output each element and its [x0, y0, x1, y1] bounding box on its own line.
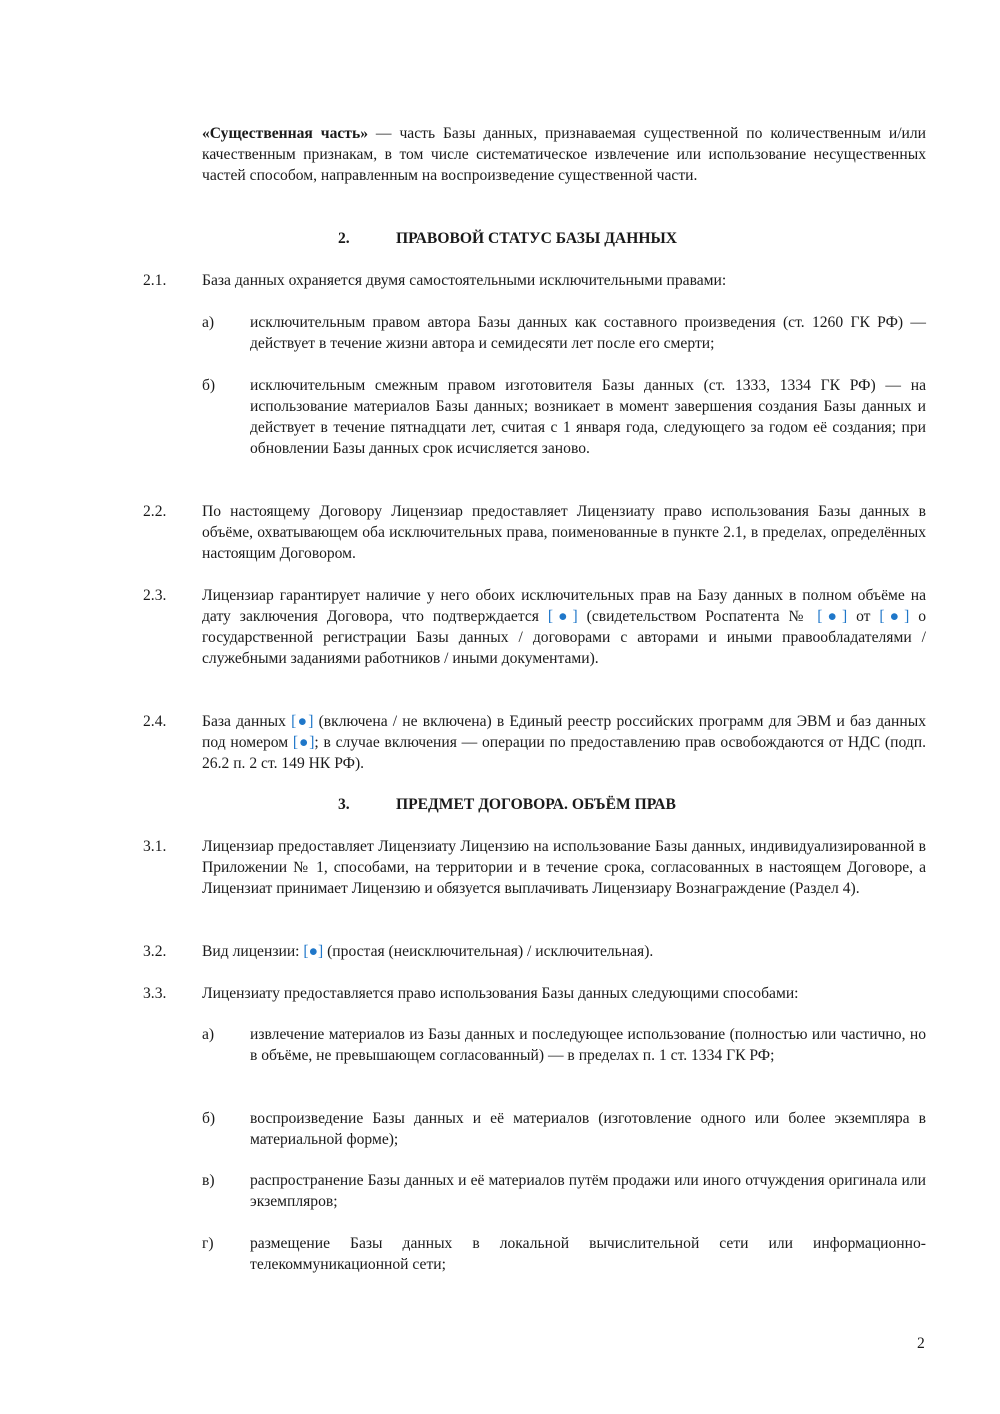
clause-text — [202, 941, 926, 962]
clause-2-3 — [143, 585, 926, 669]
clause-text — [202, 585, 926, 669]
page-number: 2 — [917, 1335, 925, 1352]
subclause-3-3-g — [202, 1233, 926, 1275]
clause-text-part: (простая (неисключительная) / исключительная). — [323, 943, 654, 960]
clause-3-1 — [143, 836, 926, 899]
subclause-3-3-v — [202, 1170, 926, 1212]
clause-number: 2.1. — [143, 272, 167, 289]
subclause-letter: а) — [202, 1026, 215, 1043]
clause-text-part: (включена / не включена) в Единый реестр российских программ для ЭВМ и баз данных под номером — [202, 713, 926, 751]
defined-term: «Существенная часть» — [202, 125, 369, 142]
placeholder-marker: [●] — [547, 608, 578, 625]
clause-3-3 — [143, 983, 926, 1004]
section-heading-2 — [338, 228, 677, 249]
definition-paragraph — [202, 123, 926, 186]
placeholder-marker: [●] — [303, 943, 324, 960]
subclause-text: размещение Базы данных в локальной вычислительной сети или информационно-телекоммуникационной сети; — [250, 1235, 926, 1273]
clause-text-part: ; в случае включения — операции по предоставлению прав освобождаются от НДС (подп. 26.2 п. 2 ст. 149 НК РФ). — [202, 734, 926, 772]
placeholder-marker: [●] — [291, 713, 314, 730]
clause-text-part: База данных — [202, 713, 292, 730]
clause-number: 3.2. — [143, 943, 167, 960]
subclause-text: извлечение материалов из Базы данных и последующее использование (полностью или частично, но в объёме, не превышающем согласованный) — в пределах п. 1 ст. 1334 ГК РФ; — [250, 1026, 926, 1064]
section-number: 2. — [338, 230, 350, 247]
clause-number: 2.2. — [143, 503, 167, 520]
subclause-text: воспроизведение Базы данных и её материалов (изготовление одного или более экземпляра в материальной форме); — [250, 1110, 926, 1148]
clause-text — [202, 711, 926, 774]
section-title: ПРАВОВОЙ СТАТУС БАЗЫ ДАННЫХ — [396, 230, 678, 247]
clause-number: 3.1. — [143, 838, 167, 855]
subclause-letter: а) — [202, 314, 215, 331]
clause-3-2 — [143, 941, 926, 962]
subclause-2-1-b — [202, 375, 926, 459]
placeholder-marker: [●] — [879, 608, 910, 625]
clause-text-part: Лицензиар гарантирует наличие у него обоих исключительных прав на Базу данных в полном объёме на дату заключения Договора, что подтверждается — [202, 587, 926, 625]
subclause-text: исключительным правом автора Базы данных как составного произведения (ст. 1260 ГК РФ) — действует в течение жизни автора и семидесяти лет после его смерти; — [250, 314, 926, 352]
section-number: 3. — [338, 796, 350, 813]
clause-text-part: Вид лицензии: — [202, 943, 304, 960]
clause-text: По настоящему Договору Лицензиар предоставляет Лицензиату право использования Базы данных в объёме, охватывающем оба исключительных права, поименованные в пункте 2.1, в пределах, определённых настоящим Договором. — [202, 503, 926, 562]
section-title: ПРЕДМЕТ ДОГОВОРА. ОБЪЁМ ПРАВ — [396, 796, 676, 813]
placeholder-marker: [●] — [817, 608, 848, 625]
subclause-letter: б) — [202, 1110, 216, 1127]
subclause-text: распространение Базы данных и её материалов путём продажи или иного отчуждения оригинала или экземпляров; — [250, 1172, 926, 1210]
clause-text-part: от — [847, 608, 880, 625]
clause-text: Лицензиату предоставляется право использования Базы данных следующими способами: — [202, 985, 799, 1002]
definition-text: — часть Базы данных, признаваемая существенной по количественным и/или качественным признакам, в том числе систематическое извлечение или использование несущественных частей способом, направленным на воспроизведение существенной части. — [202, 125, 927, 184]
section-heading-3 — [338, 794, 676, 815]
clause-2-4 — [143, 711, 926, 774]
subclause-text: исключительным смежным правом изготовителя Базы данных (ст. 1333, 1334 ГК РФ) — на использование материалов Базы данных; возникает в момент завершения создания Базы данных и действует в течение пятнадцати лет, считая с 1 января года, следующего за годом её создания; при обновлении Базы данных срок исчисляется заново. — [250, 377, 926, 457]
subclause-letter: в) — [202, 1172, 215, 1189]
clause-number: 2.4. — [143, 713, 167, 730]
clause-text: Лицензиар предоставляет Лицензиату Лицензию на использование Базы данных, индивидуализированной в Приложении № 1, способами, на территории и в течение срока, согласованных в настоящем Договоре, а Лицензиат принимает Лицензию и обязуется выплачивать Лицензиару Вознаграждение (Раздел 4). — [202, 838, 926, 897]
clause-text: База данных охраняется двумя самостоятельными исключительными правами: — [202, 272, 727, 289]
clause-2-2 — [143, 501, 926, 564]
placeholder-marker: [●] — [292, 734, 315, 751]
subclause-letter: б) — [202, 377, 216, 394]
subclause-letter: г) — [202, 1235, 214, 1252]
subclause-2-1-a — [202, 312, 926, 354]
subclause-3-3-a — [202, 1024, 926, 1066]
subclause-3-3-b — [202, 1108, 926, 1150]
clause-text-part: о государственной регистрации Базы данных / договорами с авторами и иными правообладателями / служебными заданиями работников / иными документами). — [202, 608, 927, 667]
clause-text-part: (свидетельством Роспатента № — [577, 608, 818, 625]
clause-number: 2.3. — [143, 587, 167, 604]
clause-number: 3.3. — [143, 985, 167, 1002]
clause-2-1 — [143, 270, 926, 291]
